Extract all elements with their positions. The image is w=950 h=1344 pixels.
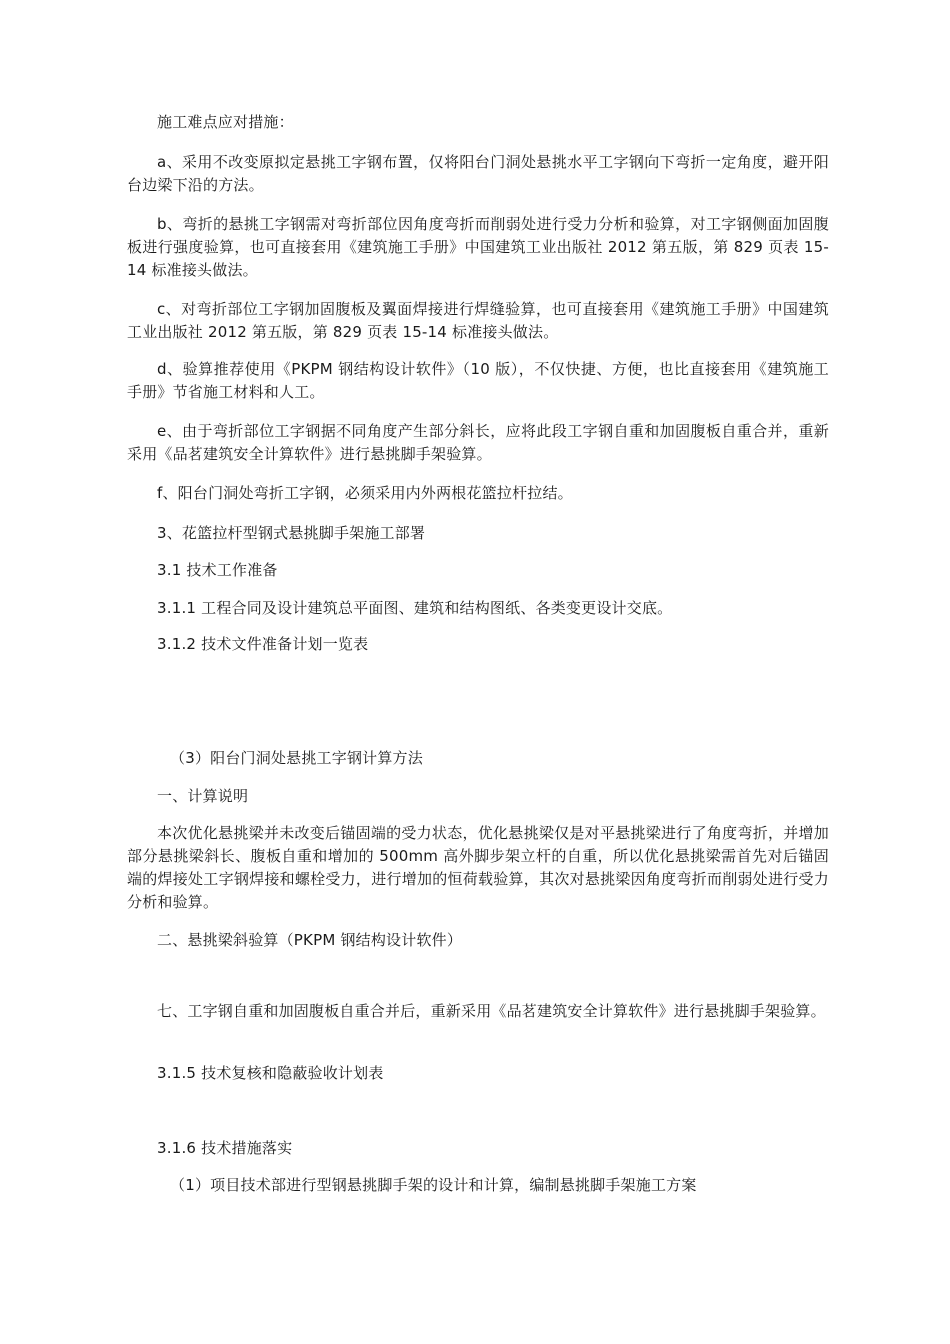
measure-a-paragraph: a、采用不改变原拟定悬挑工字钢布置，仅将阳台门洞处悬挑水平工字钢向下弯折一定角度，避开阳台边梁下沿的方法。 [127, 153, 829, 194]
section-3-1-heading: 3.1 技术工作准备 [157, 561, 278, 579]
calc-description-paragraph: 本次优化悬挑梁并未改变后锚固端的受力状态，优化悬挑梁仅是对平悬挑梁进行了角度弯折，并增加部分悬挑梁斜长、腹板自重和增加的 500mm 高外脚步架立杆的自重，所以优化悬挑梁需首先对后锚固端的焊接处工字钢焊接和螺栓受力，进行增加的恒荷载验算，其次对悬挑梁因角度弯折而削弱处进行受力分析和验算。 [127, 824, 829, 911]
section-seven-paragraph: 七、工字钢自重和加固腹板自重合并后，重新采用《品茗建筑安全计算软件》进行悬挑脚手架验算。 [157, 1002, 826, 1020]
section-3-1-5-heading: 3.1.5 技术复核和隐蔽验收计划表 [157, 1064, 384, 1082]
measure-e-paragraph: e、由于弯折部位工字钢据不同角度产生部分斜长，应将此段工字钢自重和加固腹板自重合并，重新采用《品茗建筑安全计算软件》进行悬挑脚手架验算。 [127, 422, 829, 463]
section-3-heading: 3、花篮拉杆型钢式悬挑脚手架施工部署 [157, 524, 426, 542]
measure-b-paragraph: b、弯折的悬挑工字钢需对弯折部位因角度弯折而削弱处进行受力分析和验算，对工字钢侧面加固腹板进行强度验算，也可直接套用《建筑施工手册》中国建筑工业出版社 2012 第五版，第 829 页表 15-14 标准接头做法。 [127, 215, 829, 279]
section-3-1-2-heading: 3.1.2 技术文件准备计划一览表 [157, 635, 369, 653]
measure-f-paragraph: f、阳台门洞处弯折工字钢，必须采用内外两根花篮拉杆拉结。 [157, 484, 573, 502]
beam-check-heading: 二、悬挑梁斜验算（PKPM 钢结构设计软件） [157, 931, 463, 949]
section-3-1-1-paragraph: 3.1.1 工程合同及设计建筑总平面图、建筑和结构图纸、各类变更设计交底。 [157, 599, 673, 617]
calc-method-heading: （3）阳台门洞处悬挑工字钢计算方法 [170, 749, 423, 767]
measure-d-paragraph: d、验算推荐使用《PKPM 钢结构设计软件》（10 版），不仅快捷、方便，也比直接套用《建筑施工手册》节省施工材料和人工。 [127, 360, 829, 401]
calc-description-heading: 一、计算说明 [157, 787, 249, 805]
heading-difficulty-measures: 施工难点应对措施： [157, 113, 294, 131]
measure-c-paragraph: c、对弯折部位工字钢加固腹板及翼面焊接进行焊缝验算，也可直接套用《建筑施工手册》中国建筑工业出版社 2012 第五版，第 829 页表 15-14 标准接头做法。 [127, 300, 829, 341]
section-3-1-6-heading: 3.1.6 技术措施落实 [157, 1139, 293, 1157]
measure-1-paragraph: （1）项目技术部进行型钢悬挑脚手架的设计和计算，编制悬挑脚手架施工方案 [170, 1176, 697, 1194]
